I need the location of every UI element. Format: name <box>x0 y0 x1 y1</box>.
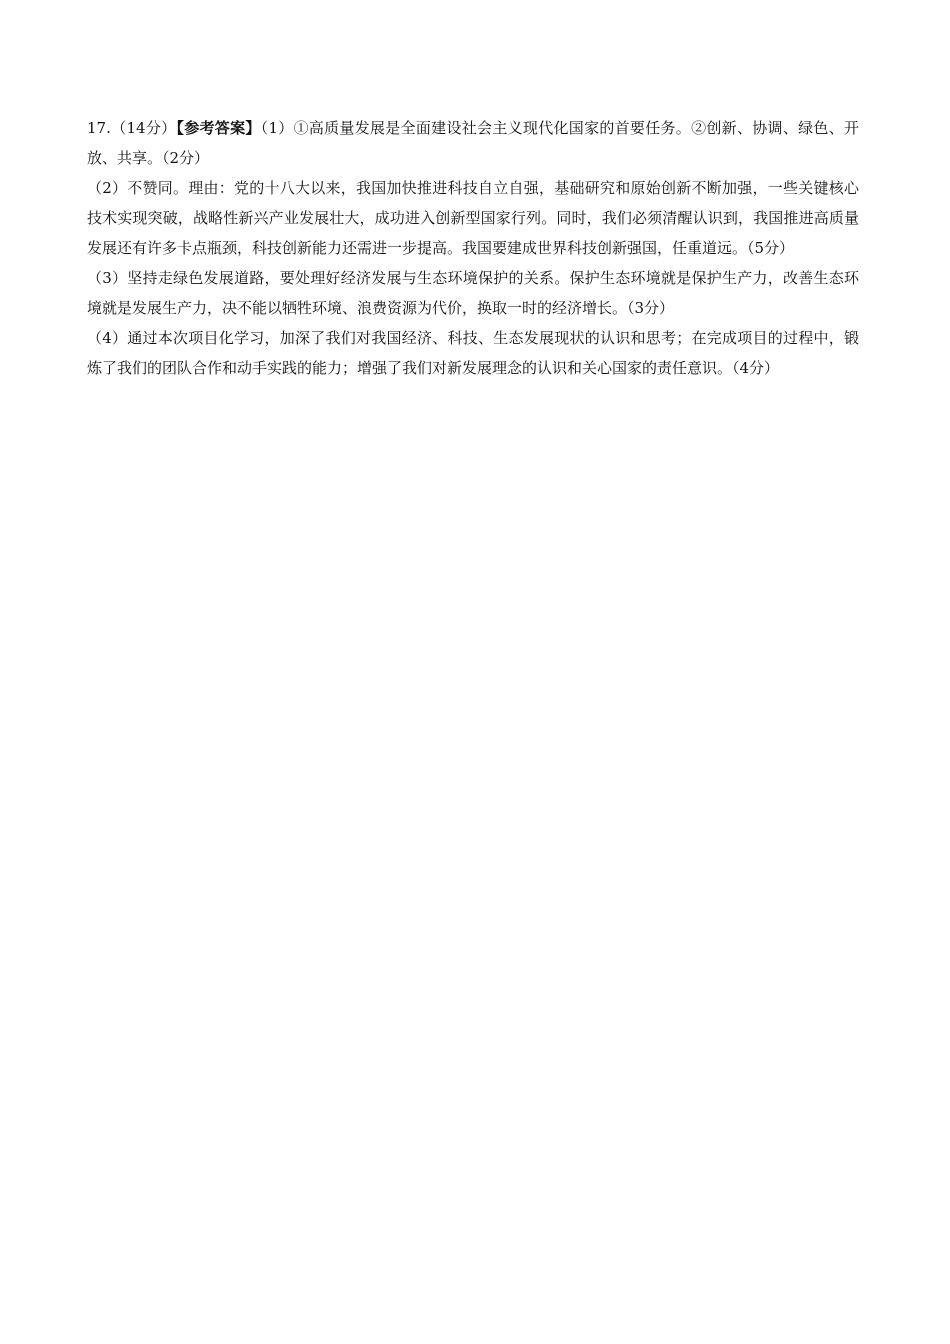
answer-part-2: （2）不赞同。理由：党的十八大以来，我国加快推进科技自立自强，基础研究和原始创新不断加强，一些关键核心技术实现突破，战略性新兴产业发展壮大，成功进入创新型国家行列。同时，我们必须清醒认识到，我国推进高质量发展还有许多卡点瓶颈，科技创新能力还需进一步提高。我国要建成世界科技创新强国，任重道远。（5分） <box>87 179 859 257</box>
answer-part-3: （3）坚持走绿色发展道路，要处理好经济发展与生态环境保护的关系。保护生态环境就是保护生产力，改善生态环境就是发展生产力，决不能以牺牲环境、浪费资源为代价，换取一时的经济增长。（3分） <box>87 269 859 317</box>
question-number: 17. <box>87 119 111 137</box>
answer-block <box>87 113 859 383</box>
answer-part-4: （4）通过本次项目化学习，加深了我们对我国经济、科技、生态发展现状的认识和思考；在完成项目的过程中，锻炼了我们的团队合作和动手实践的能力；增强了我们对新发展理念的认识和关心国家的责任意识。（4分） <box>87 329 859 377</box>
answer-part-1-text: （1）①高质量发展是全面建设社会主义现代化国家的首要任务。②创新、协调、绿色、开放、共享。（2分） <box>87 119 859 167</box>
question-score: （14分） <box>110 119 177 137</box>
answer-label: 【参考答案】 <box>176 119 261 137</box>
answer-part-1 <box>87 113 859 173</box>
